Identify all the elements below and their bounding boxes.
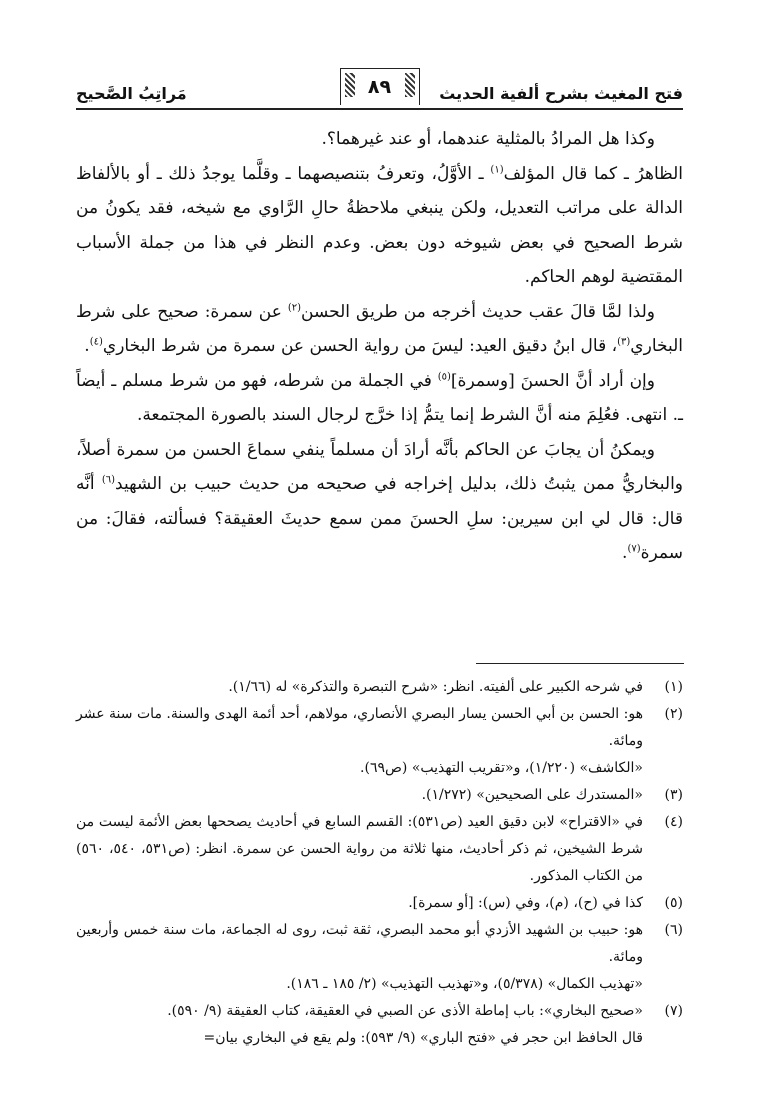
body-text-run: . bbox=[622, 543, 628, 563]
footnote-text bbox=[76, 809, 643, 890]
section-title: مَراتِبُ الصَّحيح bbox=[76, 84, 187, 103]
body-paragraph bbox=[76, 122, 683, 157]
footnote-text bbox=[76, 998, 643, 1052]
body-text-run: وكذا هل المرادُ بالمثلية عندهما، أو عند غيرهما؟. bbox=[321, 129, 655, 149]
footnote-number: (٤) bbox=[664, 814, 683, 830]
footnote-number: (٧) bbox=[664, 1003, 683, 1019]
body-paragraph bbox=[76, 364, 683, 433]
footnote bbox=[76, 701, 683, 782]
body-paragraph bbox=[76, 433, 683, 571]
footnote-line: في «الاقتراح» لابن دقيق العيد (ص٥٣١): القسم السابع في أحاديث يصححها بعض الأئمة ليست من شرط الشيخين، ثم ذكر أحاديث، منها ثلاثة من رواية الحسن عن سمرة. انظر: (ص٥٣١، ٥٤٠، ٥٦٠) من الكتاب المذكور. bbox=[76, 814, 644, 884]
footnote-number: (٢) bbox=[664, 706, 683, 722]
footnote-line: «المستدرك على الصحيحين» (١/٢٧٢). bbox=[421, 787, 643, 803]
footnote-line: هو: حبيب بن الشهيد الأزدي أبو محمد البصري، ثقة ثبت، روى له الجماعة، مات سنة خمس وأربعين ومائة. bbox=[76, 922, 643, 965]
footnote bbox=[76, 998, 683, 1052]
footnote-line: في شرحه الكبير على ألفيته. انظر: «شرح التبصرة والتذكرة» له (١/٦٦). bbox=[228, 679, 643, 695]
body-text-run: أنَّه قال: قال لي ابن سيرين: سلِ الحسنَ ممن سمع حديثَ العقيقة؟ فسألته، فقالَ: من سمرة bbox=[76, 474, 683, 563]
footnote-line: قال الحافظ ابن حجر في «فتح الباري» (٩/ ٥٩٣): ولم يقع في البخاري بيان= bbox=[203, 1030, 643, 1046]
footnote-line: «صحيح البخاري»: باب إماطة الأذى عن الصبي في العقيقة، كتاب العقيقة (٩/ ٥٩٠). bbox=[167, 1003, 643, 1019]
body-text-run: ـ الأوَّلُ، وتعرفُ بتنصيصهما ـ وقلَّما يوجدُ ذلك ـ أو بالألفاظ الدالة على مراتب التعديل، ولكن ينبغي ملاحظةُ حالِ الرَّاوي مع شيخه، فقد يكونُ من شرط الصحيح في بعض شيوخه دون بعض. وعدم النظر في هذا من جملة الأسباب المقتضية لوهم الحاكم. bbox=[76, 163, 683, 287]
footnote-number: (٥) bbox=[664, 895, 683, 911]
footnote-ref: (٤) bbox=[89, 336, 103, 348]
footnote bbox=[76, 890, 683, 917]
footnote-ref: (٣) bbox=[617, 336, 631, 348]
body-paragraph bbox=[76, 295, 683, 364]
footnote-text bbox=[76, 782, 643, 809]
footnote bbox=[76, 809, 683, 890]
footnote-line: «تهذيب الكمال» (٥/٣٧٨)، و«تهذيب التهذيب» (٢/ ١٨٥ ـ ١٨٦). bbox=[286, 976, 643, 992]
footnote-ref: (٧) bbox=[627, 543, 641, 555]
running-header bbox=[76, 68, 683, 110]
footnote-ref: (٥) bbox=[437, 370, 451, 382]
footnote-text bbox=[76, 701, 643, 782]
body-text-run: وإن أراد أنَّ الحسنَ [وسمرة] bbox=[450, 370, 655, 391]
footnote-ref: (٢) bbox=[287, 301, 301, 313]
page-number: ٨٩ bbox=[367, 76, 392, 98]
body-text-run: ولذا لمَّا قالَ عقب حديث أخرجه من طريق الحسن bbox=[301, 301, 655, 322]
footnote-separator bbox=[476, 663, 684, 664]
body-text-run: ويمكنُ أن يجابَ عن الحاكم بأنَّه أرادَ أن مسلماً ينفي سماعَ الحسن من سمرة أصلاً، والبخاريُّ ممن يثبتُ ذلك، بدليل إخراجه في صحيحه من حديث حبيب بن الشهيد bbox=[76, 439, 683, 494]
footnote-line: «الكاشف» (١/٢٢٠)، و«تقريب التهذيب» (ص٦٩). bbox=[360, 760, 643, 776]
body-text-run: في الجملة من شرطه، فهو من شرط مسلم ـ أيضاً ـ. انتهى. فعُلِمَ منه أنَّ الشرط إنما يتمُّ إذا خرَّج لرجال السند بالصورة المجتمعة. bbox=[76, 370, 683, 425]
body-text-run: ، قال ابنُ دقيق العيد: ليسَ من رواية الحسن عن سمرة من شرط البخاري bbox=[102, 336, 618, 356]
main-text bbox=[76, 122, 683, 571]
footnote bbox=[76, 917, 683, 998]
footnotes bbox=[76, 674, 683, 1052]
footnote-ref: (٦) bbox=[101, 474, 116, 486]
footnote-line: هو: الحسن بن أبي الحسن يسار البصري الأنصاري، مولاهم، أحد أئمة الهدى والسنة. مات سنة عشر ومائة. bbox=[76, 706, 643, 749]
page-number-ornament bbox=[340, 68, 420, 105]
footnote-number: (٣) bbox=[664, 787, 683, 803]
footnote-text bbox=[76, 890, 643, 917]
body-paragraph bbox=[76, 157, 683, 295]
footnote-ref: (١) bbox=[490, 163, 504, 175]
footnote-number: (٦) bbox=[664, 922, 683, 938]
body-text-run: الظاهرُ ـ كما قال المؤلف bbox=[503, 163, 683, 184]
footnote-text bbox=[76, 917, 643, 998]
footnote bbox=[76, 674, 683, 701]
footnote-number: (١) bbox=[664, 679, 683, 695]
book-title: فتح المغيث بشرح ألفية الحديث bbox=[439, 84, 683, 103]
body-text-run: . bbox=[84, 336, 90, 356]
footnote-line: كذا في (ح)، (م)، وفي (س): [أو سمرة]. bbox=[408, 895, 643, 911]
footnote bbox=[76, 782, 683, 809]
footnote-text bbox=[76, 674, 643, 701]
body-text-run: عن سمرة: صحيح على شرط البخاري bbox=[76, 301, 683, 356]
